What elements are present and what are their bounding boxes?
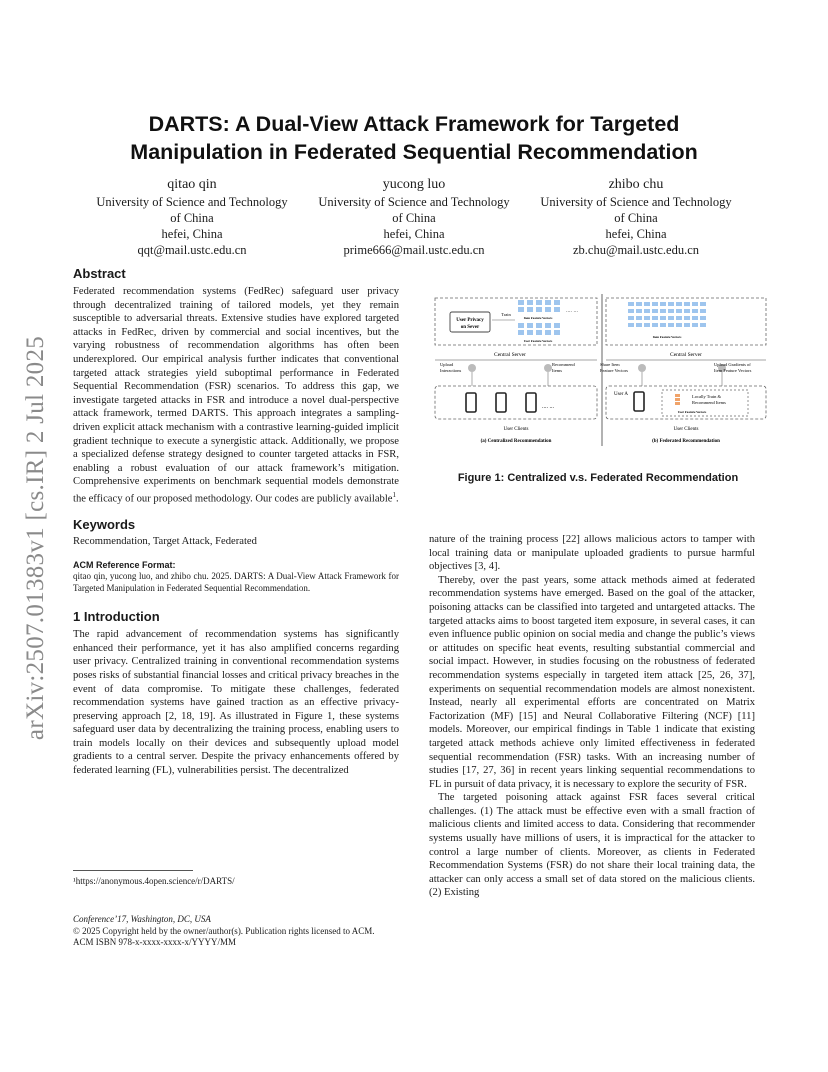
footnote-mark[interactable]: 1 bbox=[392, 490, 396, 499]
upload-gradients-label: Upload Gradients of bbox=[714, 362, 751, 367]
user-clients-label: User Clients bbox=[503, 427, 529, 432]
author-affiliation: of China bbox=[614, 211, 658, 225]
arxiv-sidebar bbox=[8, 318, 64, 758]
clients-box bbox=[435, 386, 597, 419]
isbn-line: ACM ISBN 978-x-xxxx-xxxx-x/YYYY/MM bbox=[73, 937, 237, 947]
locally-train-label: Recommend Items bbox=[692, 400, 726, 405]
arxiv-id: arXiv:2507.01383v1 [cs.IR] 2 Jul 2025 bbox=[22, 335, 49, 741]
title-line-1: DARTS: A Dual-View Attack Framework for Targeted bbox=[148, 112, 680, 136]
author-affiliation: University of Science and Technology bbox=[540, 195, 732, 209]
author-location: hefei, China bbox=[383, 227, 445, 241]
left-column bbox=[73, 266, 399, 778]
user-privacy-label: on Sever bbox=[460, 325, 480, 330]
abstract-heading: Abstract bbox=[73, 266, 126, 281]
author-block-1 bbox=[86, 177, 298, 258]
item-feature-label: Item Feature Vectors bbox=[652, 335, 682, 339]
introduction-heading: 1 Introduction bbox=[73, 609, 160, 625]
acm-reference-heading: ACM Reference Format: bbox=[73, 559, 176, 570]
right-paragraph-3: The targeted poisoning attack against FSR faces several critical challenges. (1) The attack must be effective even with a small fraction of malicious clients and limited access to data. Considering that recommender systems usually have millions of users, it is impractical for the attacker to control a large number of clients. Moreover, as clients in Federated Recommendation Systems (FSR) do not share their local training data, the attacker can only access a small set of data stored on the malicious clients. (2) Existing bbox=[429, 792, 755, 899]
keywords-heading: Keywords bbox=[73, 517, 136, 533]
author-name: yucong luo bbox=[382, 177, 446, 192]
acm-reference-text: qitao qin, yucong luo, and zhibo chu. 2025. DARTS: A Dual-View Attack Framework for Targeted Manipulation in Federated Sequential Recommendation. bbox=[73, 571, 399, 593]
ellipsis: .... ... bbox=[542, 404, 554, 410]
item-feature-label: Item Feature Vectors bbox=[523, 316, 553, 320]
right-paragraph-1: nature of the training process [22] allows malicious actors to tamper with local training data or manipulate uploaded gradients to pursue harmful objectives [3, 4]. bbox=[429, 534, 755, 573]
user-feature-label: User Feature Vectors bbox=[523, 339, 553, 343]
clients-box bbox=[606, 386, 766, 419]
right-column bbox=[429, 533, 755, 900]
share-node bbox=[638, 364, 646, 372]
centralized-panel bbox=[435, 298, 597, 444]
author-location: hefei, China bbox=[161, 227, 223, 241]
user-a-label: User A bbox=[614, 392, 629, 397]
central-server-label: Central Server bbox=[670, 352, 702, 358]
user-feature-label: User Feature Vectors bbox=[677, 410, 707, 414]
upload-label: Interactions bbox=[440, 368, 462, 373]
central-server-label: Central Server bbox=[494, 352, 526, 358]
introduction-text bbox=[73, 628, 399, 778]
share-label: Feature Vectors bbox=[600, 368, 629, 373]
author-affiliation: of China bbox=[170, 211, 214, 225]
subfig-b-caption: (b) Federated Recommendation bbox=[652, 439, 720, 444]
copyright-line: © 2025 Copyright held by the owner/author(s). Publication rights licensed to ACM. bbox=[73, 926, 375, 936]
author-affiliation: University of Science and Technology bbox=[318, 195, 510, 209]
author-affiliation: University of Science and Technology bbox=[96, 195, 288, 209]
phone-icon bbox=[526, 393, 536, 412]
author-email[interactable]: qqt@mail.ustc.edu.cn bbox=[137, 243, 247, 257]
phone-icon bbox=[634, 392, 644, 411]
federated-panel bbox=[600, 298, 766, 444]
introduction-paragraph: The rapid advancement of recommendation systems has significantly enhanced their performance, yet it has also amplified concerns regarding user privacy. Centralized training in conventional recommendation systems poses risks of substantial financial losses and critical privacy breaches in the event of data compromise. To mitigate these challenges, federated recommendation systems have gained traction as an effective privacy-preserving approach [2, 18, 19]. As illustrated in Figure 1, these systems safeguard user data by decentralizing the training process, enabling users to train models locally on their devices and subsequently upload model gradients to a central server. Despite the privacy enhancements offered by federated learning (FL), vulnerabilities persist. The decentralized bbox=[73, 629, 399, 777]
subfig-a-caption: (a) Centralized Recommendation bbox=[480, 439, 552, 444]
abstract-text: Federated recommendation systems (FedRec) safeguard user privacy through decentralized training of tailored models, yet they remain susceptible to adversarial threats. Extensive studies have explored targeted attacks in FedRec, driven by commercial and social incentives, but the varying robustness of recommendation algorithms has often been underexplored. Our empirical analysis further indicates that conventional targeted attack strategies yield suboptimal performance in Federated Sequential Recommendation (FSR) scenarios. To address this gap, we investigate targeted attacks in FSR and introduce a novel dual-perspective attack framework, termed DARTS. This approach integrates a sampling-driven explicit attack mechanism with a contrastive learning-guided implicit gradient technique to execute a synergistic attack. Additionally, we propose a specialized defense strategy designed to counter targeted attacks in FSR, enabling a robust evaluation of our attack framework’s mitigation. Comprehensive experiments on benchmark sequential models demonstrate the efficacy of our proposed methodology. Our codes are publicly available$^1$. bbox=[73, 286, 399, 505]
author-block-3 bbox=[530, 177, 742, 258]
title-line-2: Manipulation in Federated Sequential Recommendation bbox=[130, 140, 698, 164]
right-paragraph-2: Thereby, over the past years, some attack methods aimed at federated recommendation systems have emerged. Based on the goal of the attacker, poisoning attacks can be classified into targeted and untargeted attacks. The targeted attacks aims to boost targeted item exposure, in several cases, it can even influence public opinion on social media and change the public’s views or attitudes on specific heat events, resulting substantial commercial and social impact. However, in studies focusing on the robustness of federated recommendation systems especially in targeted item attack [25, 26, 37], experiments on sequential recommendation models are almost nonexistent. Instead, nearly all experimental efforts are concentrated on Matrix Factorization (MF) [15] and Neural Collaborative Filtering (NCF) [11] models. Moreover, our empirical findings in Table 1 indicate that existing targeted attack methods achieve only limited effectiveness in federated sequential recommendation (FSR) tasks. With an increasing number of studies [17, 27, 36] in recent years linking sequential recommendations to FL in pursuit of data privacy, it is necessary to explore the security of FSR. bbox=[429, 574, 755, 790]
phone-icon bbox=[496, 393, 506, 412]
author-name: qitao qin bbox=[167, 177, 217, 192]
recommend-label: Recommend bbox=[552, 362, 575, 367]
author-affiliation: of China bbox=[392, 211, 436, 225]
user-privacy-label: User Privacy bbox=[456, 318, 484, 323]
paper-title bbox=[60, 110, 768, 166]
figure-1-caption: Figure 1: Centralized v.s. Federated Recommendation bbox=[457, 472, 739, 484]
share-label: Share Item bbox=[600, 362, 620, 367]
conference-venue: Conference’17, Washington, DC, USA bbox=[73, 914, 211, 924]
figure-1 bbox=[430, 290, 770, 452]
author-name: zhibo chu bbox=[608, 177, 664, 192]
author-email[interactable]: prime666@mail.ustc.edu.cn bbox=[343, 243, 485, 257]
ellipsis: .... ... bbox=[566, 308, 578, 314]
author-email[interactable]: zb.chu@mail.ustc.edu.cn bbox=[572, 243, 700, 257]
footnote-rule bbox=[73, 870, 193, 871]
footnote[interactable]: ¹https://anonymous.4open.science/r/DARTS/ bbox=[73, 876, 235, 886]
phone-icon bbox=[466, 393, 476, 412]
keywords-text: Recommendation, Target Attack, Federated bbox=[73, 536, 257, 548]
author-block-2 bbox=[308, 177, 520, 258]
recommend-node bbox=[544, 364, 552, 372]
locally-train-label: Locally Train & bbox=[692, 394, 721, 399]
upload-node bbox=[468, 364, 476, 372]
author-location: hefei, China bbox=[605, 227, 667, 241]
upload-label: Upload bbox=[440, 362, 454, 367]
abstract-body: Federated recommendation systems (FedRec) safeguard user privacy through decentralized training of tailored models, yet they remain susceptible to adversarial threats. Extensive studies have explored targeted attacks in FedRec, driven by commercial and social incentives, but the varying robustness of recommendation algorithms has often been underexplored. Our empirical analysis further indicates that conventional targeted attack strategies yield suboptimal performance in Federated Sequential Recommendation (FSR) scenarios. To address this gap, we investigate targeted attacks in FSR and introduce a novel dual-perspective attack framework, termed DARTS. This approach integrates a sampling-driven explicit attack mechanism with a contrastive learning-guided implicit gradient technique to execute a synergistic attack. Additionally, we propose a specialized defense strategy designed to counter targeted attacks in FSR, enabling a robust evaluation of our attack framework’s mitigation. Comprehensive experiments on benchmark sequential models demonstrate the efficacy of our proposed methodology. Our codes are publicly available bbox=[73, 286, 399, 505]
user-clients-label: User Clients bbox=[673, 427, 699, 432]
upload-gradients-label: Item Feature Vectors bbox=[714, 368, 752, 373]
train-label: Train bbox=[501, 312, 511, 317]
recommend-label: Items bbox=[552, 368, 562, 373]
